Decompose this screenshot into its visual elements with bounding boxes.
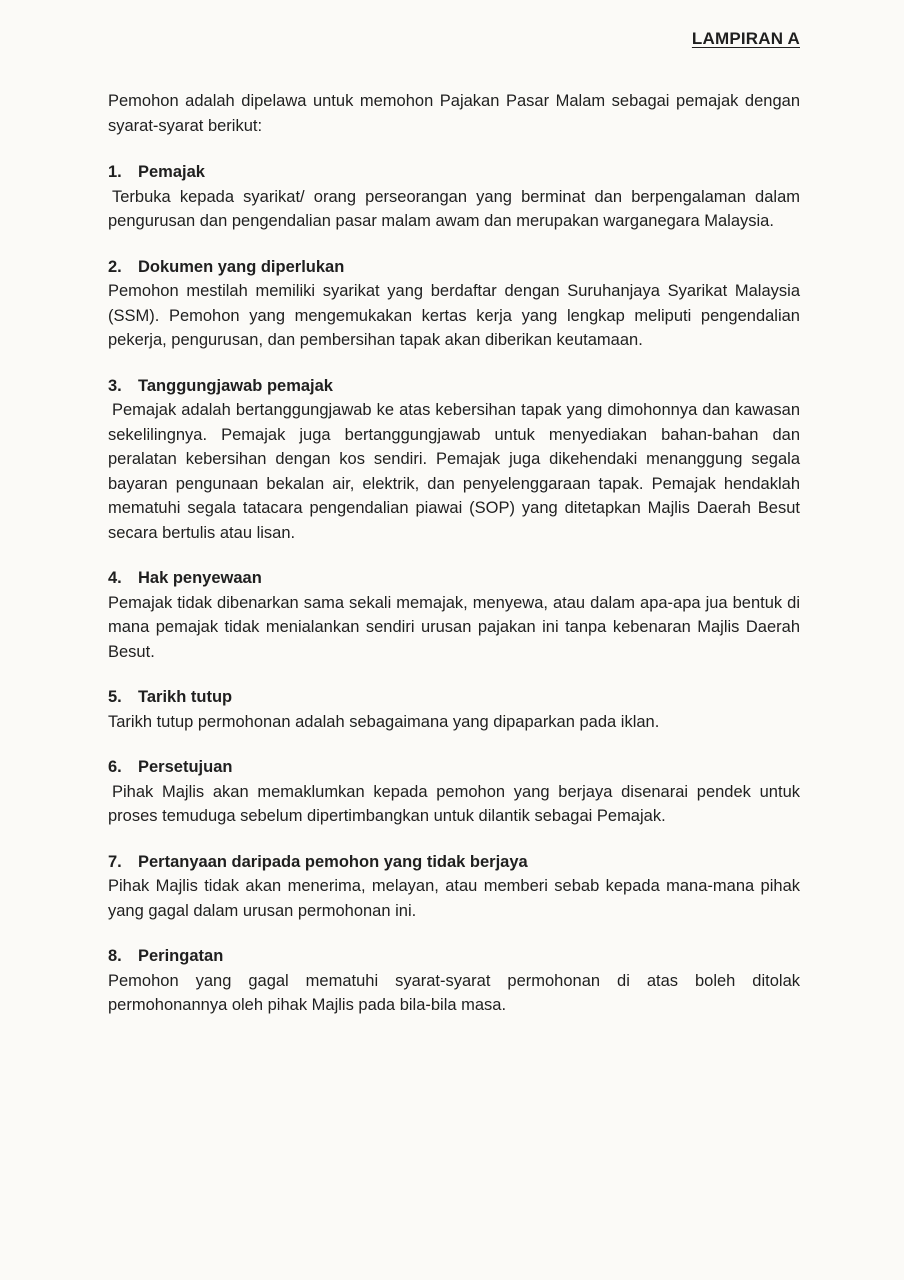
section-heading — [108, 755, 800, 780]
section-title: Tanggungjawab pemajak — [138, 376, 333, 395]
section-tanggungjawab — [108, 374, 800, 546]
section-title: Pemajak — [138, 163, 205, 181]
section-body: Pemajak tidak dibenarkan sama sekali memajak, menyewa, atau dalam apa-apa jua bentuk di mana pemajak tidak menialankan sendiri urusan pajakan ini tanpa kebenaran Majlis Daerah Besut. — [108, 593, 800, 661]
section-pertanyaan — [108, 850, 800, 924]
section-body: Pemajak adalah bertanggungjawab ke atas kebersihan tapak yang dimohonnya dan kawasan sekelilingnya. Pemajak juga bertanggungjawab untuk menyediakan bahan-bahan dan peralatan kebersihan dengan kos sendiri. Pemajak juga dikehendaki menanggung segala bayaran pengunaan bekalan air, elektrik, dan penyelenggaraan tapak. Pemajak hendaklah mematuhi segala tatacara pengendalian piawai (SOP) yang ditetapkan Majlis Daerah Besut secara bertulis atau lisan. — [108, 401, 800, 542]
section-body: Pihak Majlis tidak akan menerima, melayan, atau memberi sebab kepada mana-mana pihak yang gagal dalam urusan permohonan ini. — [108, 877, 800, 920]
section-body: Pemohon mestilah memiliki syarikat yang berdaftar dengan Suruhanjaya Syarikat Malaysia (SSM). Pemohon yang mengemukakan kertas kerja yang lengkap meliputi pengendalian pekerja, pengurusan, dan pembersihan tapak akan diberikan keutamaan. — [108, 282, 800, 349]
section-heading — [108, 160, 800, 185]
section-persetujuan — [108, 755, 800, 829]
section-number: 2. — [108, 257, 122, 276]
section-title: Peringatan — [138, 947, 224, 965]
section-heading — [108, 685, 800, 710]
section-number: 5. — [108, 688, 122, 706]
section-body: Pihak Majlis akan memaklumkan kepada pemohon yang berjaya disenarai pendek untuk proses temuduga sebelum dipertimbangkan untuk dilantik sebagai Pemajak. — [108, 782, 800, 825]
section-title: Hak penyewaan — [138, 569, 262, 587]
section-heading — [108, 255, 800, 280]
document-content — [108, 89, 800, 1039]
section-title: Tarikh tutup — [138, 688, 233, 706]
section-heading — [108, 566, 800, 591]
section-number: 6. — [108, 758, 122, 776]
section-number: 1. — [108, 163, 122, 181]
section-title: Pertanyaan daripada pemohon yang tidak berjaya — [138, 852, 528, 871]
section-number: 4. — [108, 569, 122, 587]
intro-paragraph: Pemohon adalah dipelawa untuk memohon Pajakan Pasar Malam sebagai pemajak dengan syarat-syarat berikut: — [108, 92, 800, 135]
section-pemajak — [108, 160, 800, 234]
section-body: Terbuka kepada syarikat/ orang perseorangan yang berminat dan berpengalaman dalam pengurusan dan pengendalian pasar malam awam dan merupakan warganegara Malaysia. — [108, 187, 800, 230]
annex-label: LAMPIRAN A — [691, 29, 800, 48]
section-title: Dokumen yang diperlukan — [138, 257, 345, 276]
section-hak-penyewaan — [108, 566, 800, 664]
section-body: Pemohon yang gagal mematuhi syarat-syarat permohonan di atas boleh ditolak permohonannya oleh pihak Majlis pada bila-bila masa. — [108, 971, 800, 1014]
section-dokumen — [108, 255, 800, 353]
section-heading — [108, 944, 800, 969]
section-tarikh-tutup — [108, 685, 800, 734]
section-heading — [108, 850, 800, 875]
section-number: 3. — [108, 376, 122, 395]
section-title: Persetujuan — [138, 758, 233, 776]
section-heading — [108, 374, 800, 399]
section-number: 8. — [108, 947, 122, 965]
section-number: 7. — [108, 852, 122, 871]
section-body: Tarikh tutup permohonan adalah sebagaimana yang dipaparkan pada iklan. — [108, 712, 660, 731]
section-peringatan — [108, 944, 800, 1018]
